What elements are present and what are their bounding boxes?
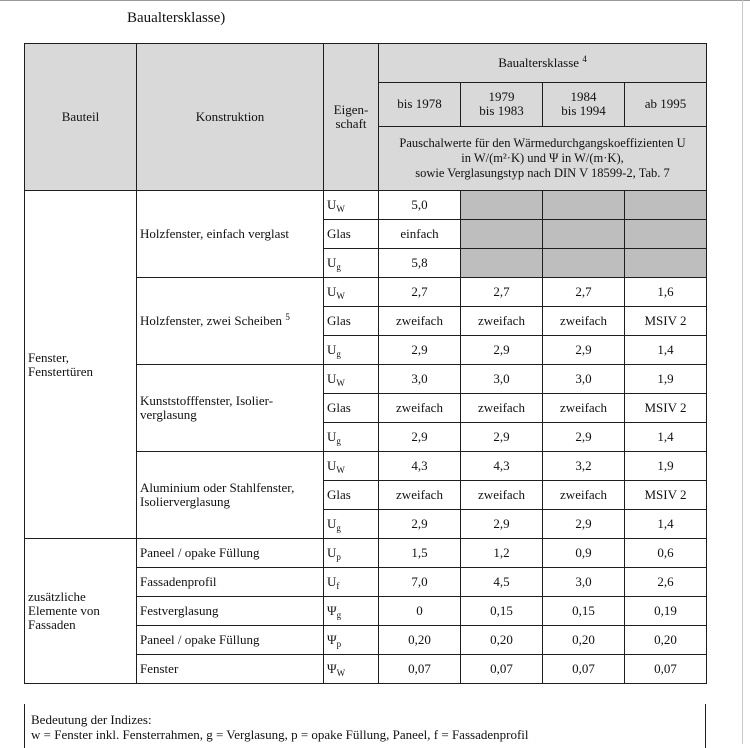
prop-psi-p: $\Psi_p$	[324, 626, 379, 655]
construction-kunststoff: Kunststofffenster, Isolier- verglasung	[137, 365, 324, 452]
value-cell: zweifach	[461, 307, 543, 336]
value-cell: 3,0	[543, 568, 625, 597]
empty-cell	[461, 249, 543, 278]
prop-ug: $U_g$	[324, 510, 379, 539]
empty-cell	[625, 220, 707, 249]
empty-cell	[625, 191, 707, 220]
value-cell: 5,8	[379, 249, 461, 278]
value-cell: MSIV 2	[625, 481, 707, 510]
value-cell: 1,4	[625, 510, 707, 539]
value-cell: 2,9	[461, 423, 543, 452]
value-cell: 0,15	[543, 597, 625, 626]
prop-glas: Glas	[324, 220, 379, 249]
value-cell: 1,4	[625, 336, 707, 365]
prop-glas: Glas	[324, 307, 379, 336]
index-legend	[24, 704, 706, 748]
value-cell: zweifach	[379, 394, 461, 423]
value-cell: 0,20	[625, 626, 707, 655]
header-baualtersklasse: Baualtersklasse $^4$	[379, 44, 707, 83]
value-cell: 0	[379, 597, 461, 626]
header-period-4: ab 1995	[625, 82, 707, 127]
empty-cell	[543, 249, 625, 278]
prop-uw: $U_W$	[324, 452, 379, 481]
construction-label: Paneel / opake Füllung	[137, 626, 324, 655]
prop-uf: $U_f$	[324, 568, 379, 597]
prop-uw: $U_W$	[324, 191, 379, 220]
header-bauteil: Bauteil	[25, 44, 137, 191]
value-cell: 2,7	[379, 278, 461, 307]
value-cell: 1,4	[625, 423, 707, 452]
value-cell: 2,7	[543, 278, 625, 307]
value-cell: MSIV 2	[625, 394, 707, 423]
value-cell: 2,9	[379, 423, 461, 452]
prop-psi-w: $\Psi_W$	[324, 655, 379, 684]
value-cell: 0,15	[461, 597, 543, 626]
value-cell: 0,07	[461, 655, 543, 684]
construction-holz-einfach: Holzfenster, einfach verglast	[137, 191, 324, 278]
construction-label: Paneel / opake Füllung	[137, 539, 324, 568]
value-cell: zweifach	[461, 481, 543, 510]
prop-uw: $U_W$	[324, 365, 379, 394]
value-cell: zweifach	[543, 307, 625, 336]
construction-label: Fassadenprofil	[137, 568, 324, 597]
value-cell: 4,3	[461, 452, 543, 481]
prop-ug: $U_g$	[324, 336, 379, 365]
value-cell: 2,9	[379, 336, 461, 365]
value-cell: 2,9	[379, 510, 461, 539]
value-cell: 2,9	[461, 510, 543, 539]
value-cell: 0,6	[625, 539, 707, 568]
prop-psi-g: $\Psi_g$	[324, 597, 379, 626]
value-cell: zweifach	[461, 394, 543, 423]
value-cell: zweifach	[543, 394, 625, 423]
empty-cell	[625, 249, 707, 278]
construction-label: Festverglasung	[137, 597, 324, 626]
index-legend-text: w = Fenster inkl. Fensterrahmen, g = Verglasung, p = opake Füllung, Paneel, f = Fassadenprofil	[31, 727, 529, 742]
value-cell: zweifach	[543, 481, 625, 510]
prop-glas: Glas	[324, 481, 379, 510]
header-eigenschaft: Eigen- schaft	[324, 44, 379, 191]
construction-holz-zwei: Holzfenster, zwei Scheiben $^5$	[137, 278, 324, 365]
value-cell: 2,9	[543, 423, 625, 452]
group-fassaden: zusätzliche Elemente von Fassaden	[25, 539, 137, 684]
value-cell: 5,0	[379, 191, 461, 220]
empty-cell	[461, 191, 543, 220]
empty-cell	[543, 191, 625, 220]
value-cell: 3,0	[461, 365, 543, 394]
value-cell: 3,0	[543, 365, 625, 394]
value-cell: 2,9	[461, 336, 543, 365]
value-cell: MSIV 2	[625, 307, 707, 336]
value-cell: 0,07	[543, 655, 625, 684]
header-period-1: bis 1978	[379, 82, 461, 127]
value-cell: 0,07	[625, 655, 707, 684]
header-period-2: 1979 bis 1983	[461, 82, 543, 127]
value-cell: 4,5	[461, 568, 543, 597]
prop-up: $U_p$	[324, 539, 379, 568]
group-fenster: Fenster, Fenstertüren	[25, 191, 137, 539]
value-cell: 0,19	[625, 597, 707, 626]
empty-cell	[461, 220, 543, 249]
right-rule	[742, 0, 743, 744]
index-legend-title: Bedeutung der Indizes:	[31, 712, 152, 727]
prop-ug: $U_g$	[324, 423, 379, 452]
value-cell: zweifach	[379, 481, 461, 510]
prop-glas: Glas	[324, 394, 379, 423]
header-period-3: 1984 bis 1994	[543, 82, 625, 127]
value-cell: 0,20	[543, 626, 625, 655]
value-cell: 7,0	[379, 568, 461, 597]
value-cell: 3,0	[379, 365, 461, 394]
construction-aluminium: Aluminium oder Stahlfenster, Isolierverglasung	[137, 452, 324, 539]
prop-uw: $U_W$	[324, 278, 379, 307]
value-cell: 2,9	[543, 510, 625, 539]
value-cell: 1,2	[461, 539, 543, 568]
construction-label: Fenster	[137, 655, 324, 684]
value-cell: 4,3	[379, 452, 461, 481]
value-cell: 1,5	[379, 539, 461, 568]
value-cell: 1,9	[625, 365, 707, 394]
top-rule	[0, 0, 750, 1]
u-value-table	[24, 43, 707, 684]
caption: Baualtersklasse)	[127, 10, 226, 26]
value-cell: 2,9	[543, 336, 625, 365]
value-cell: 2,7	[461, 278, 543, 307]
value-cell: 2,6	[625, 568, 707, 597]
value-cell: 3,2	[543, 452, 625, 481]
header-pauschalwerte: Pauschalwerte für den Wärmedurchgangskoeffizienten U in W/(m²·K) und Ψ in W/(m·K), sowie Verglasungstyp nach DIN V 18599-2, Tab. 7	[379, 127, 707, 191]
header-konstruktion: Konstruktion	[137, 44, 324, 191]
value-cell: 0,20	[379, 626, 461, 655]
value-cell: 0,07	[379, 655, 461, 684]
value-cell: zweifach	[379, 307, 461, 336]
value-cell: einfach	[379, 220, 461, 249]
empty-cell	[543, 220, 625, 249]
value-cell: 1,9	[625, 452, 707, 481]
value-cell: 0,20	[461, 626, 543, 655]
value-cell: 1,6	[625, 278, 707, 307]
value-cell: 0,9	[543, 539, 625, 568]
prop-ug: $U_g$	[324, 249, 379, 278]
